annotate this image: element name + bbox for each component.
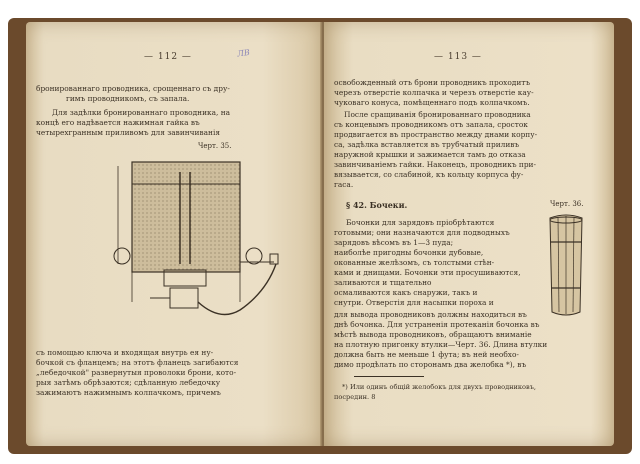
left-page	[26, 22, 322, 446]
right-text-line: наружной крышки и зажимается тамъ до отказа	[334, 150, 526, 159]
right-body-line: снутри. Отверстія для насыпки пороха и	[334, 298, 494, 307]
right-body-line: заливаются и тщательно	[334, 278, 432, 287]
right-body-line: осмаливаются какъ снаружи, такъ и	[334, 288, 478, 297]
open-book	[8, 12, 628, 456]
footnote-line: посредин. 8	[334, 393, 376, 401]
right-body-line: мѣстѣ вывода проводниковъ, обращаютъ вниманіе	[334, 330, 532, 339]
right-text-line: завинчиваніемъ гайки. Наконецъ, проводникъ при-	[334, 160, 536, 169]
right-body-line: наиболѣе пригодны бочонки дубовые,	[334, 248, 484, 257]
right-body-line: для вывода проводниковъ должны находиться въ	[334, 310, 527, 319]
right-figure-label: Черт. 36.	[550, 200, 584, 208]
right-text-line: продвигается въ пространство между днами корпу-	[334, 130, 538, 139]
right-text-line: После сращиванія бронированнаго проводника	[344, 110, 531, 119]
section-heading: § 42. Бочеки.	[346, 200, 408, 210]
right-text-line: са, задѣлка вставляется въ трубчатый приливъ	[334, 140, 520, 149]
footnote-line: *) Или одинъ общій желобокъ для двухъ проводниковъ,	[342, 383, 537, 391]
right-page-number: — 113 —	[434, 52, 482, 62]
right-text-line: гаса.	[334, 180, 354, 189]
right-body-line: зарядовъ вѣсомъ въ 1—3 пуда;	[334, 238, 454, 247]
right-text-line: черезъ отверстіе колпачка и черезъ отверстіе кау-	[334, 88, 534, 97]
left-figure-label: Черт. 35.	[198, 142, 232, 150]
left-text-line: бронированнаго проводника, срощеннаго съ дру-	[36, 84, 230, 93]
right-text-line: вязывается, со слабиной, къ кольцу корпуса фу-	[334, 170, 524, 179]
figure-36-barrel	[542, 212, 590, 318]
footnote-divider	[354, 376, 424, 377]
left-text-line: концѣ его надѣвается нажимная гайка въ	[36, 118, 200, 127]
right-page	[324, 22, 614, 446]
right-body-line: готовыми; они назначаются для подводныхъ	[334, 228, 510, 237]
left-text-line: гимъ проводникомъ, съ запала.	[66, 94, 190, 103]
left-text-line: „лебедочкой" развернутыя проволоки брони, кото-	[36, 368, 237, 377]
left-text-line: рыя затѣмъ обрѣзаются; сдѣланную лебедочку	[36, 378, 221, 387]
right-body-line: ками и днищами. Бочонки эти просушиваются,	[334, 268, 521, 277]
left-text-line: бочкой съ фланцемъ; на этотъ фланецъ загибаются	[36, 358, 239, 367]
right-text-line: освобожденный отъ брони проводникъ проходитъ	[334, 78, 531, 87]
right-body-line: на плотную пригонку втулки—Черт. 36. Длина втулки	[334, 340, 548, 349]
left-text-line: съ помощью ключа и входящая внутрь ея ну-	[36, 348, 214, 357]
left-text-line: Для задѣлки бронированнаго проводника, на	[52, 108, 231, 117]
library-stamp: ЛВ	[236, 47, 251, 59]
right-text-line: чуковаго конуса, помѣщеннаго подъ колпачкомъ.	[334, 98, 530, 107]
left-text-line: зажимаютъ нажимнымъ колпачкомъ, причемъ	[36, 388, 221, 397]
right-body-line: окованные желѣзомъ, съ толстыми стѣн-	[334, 258, 495, 267]
right-body-line: димо продѣлать по сторонамъ два желобка *), въ	[334, 360, 527, 369]
right-body-line: должна быть не меньше 1 фута; въ ней необхо-	[334, 350, 519, 359]
right-body-line: днѣ бочонка. Для устраненія протеканія бочонка въ	[334, 320, 540, 329]
figure-35-drawing	[70, 152, 290, 332]
left-text-line: четырехгранным приливомъ для завинчиванія	[36, 128, 220, 137]
right-body-line: Бочонки для зарядовъ пріобрѣтаются	[346, 218, 495, 227]
right-text-line: съ концевымъ проводникомъ отъ запала, сросток	[334, 120, 528, 129]
left-page-number: — 112 —	[144, 52, 192, 62]
